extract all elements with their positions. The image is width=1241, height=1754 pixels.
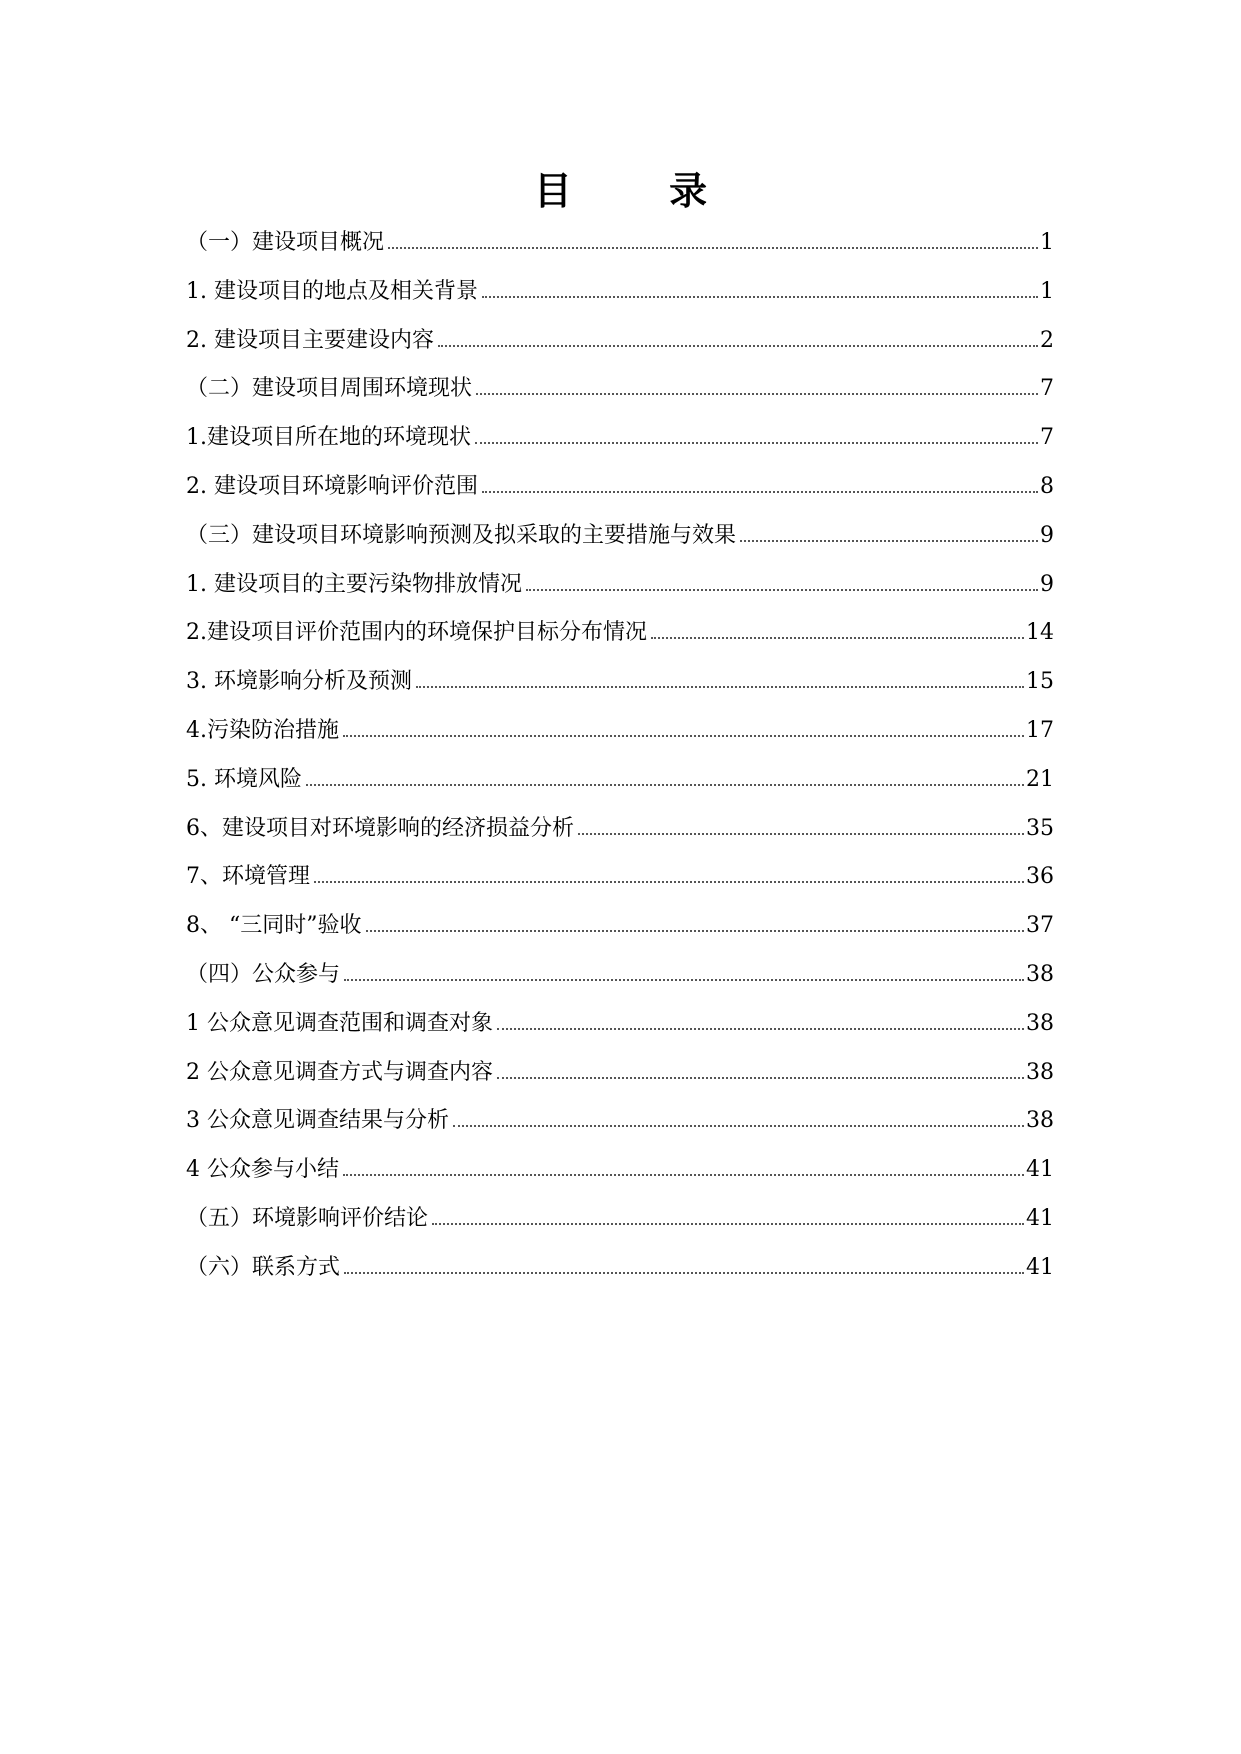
toc-entry[interactable] <box>186 365 1054 414</box>
toc-dot-leader <box>651 637 1024 639</box>
toc-dot-leader <box>344 979 1024 981</box>
toc-entry-page: 17 <box>1026 717 1054 743</box>
toc-entry[interactable] <box>186 219 1054 268</box>
toc-entry-label: 2.建设项目评价范围内的环境保护目标分布情况 <box>186 620 647 646</box>
toc-entry[interactable] <box>186 512 1054 561</box>
toc-entry-label: 8、 “三同时”验收 <box>186 913 362 939</box>
toc-dot-leader <box>306 784 1024 786</box>
toc-dot-leader <box>475 442 1038 444</box>
toc-entry[interactable] <box>186 707 1054 756</box>
toc-entry[interactable] <box>186 1000 1054 1049</box>
toc-entry-page: 41 <box>1026 1254 1054 1280</box>
toc-entry[interactable] <box>186 609 1054 658</box>
toc-dot-leader <box>416 686 1024 688</box>
toc-dot-leader <box>578 833 1024 835</box>
toc-entry[interactable] <box>186 268 1054 317</box>
toc-dot-leader <box>453 1125 1024 1127</box>
toc-entry[interactable] <box>186 756 1054 805</box>
toc-entry-page: 2 <box>1040 327 1054 353</box>
toc-entry-label: 1.建设项目所在地的环境现状 <box>186 425 471 451</box>
toc-dot-leader <box>497 1028 1024 1030</box>
toc-entry-page: 41 <box>1026 1157 1054 1183</box>
toc-dot-leader <box>482 491 1038 493</box>
toc-dot-leader <box>482 296 1038 298</box>
toc-entry-page: 7 <box>1040 376 1054 402</box>
toc-entry[interactable] <box>186 317 1054 366</box>
toc-entry-label: 5. 环境风险 <box>186 766 302 792</box>
toc-entry-page: 7 <box>1040 425 1054 451</box>
toc-entry[interactable] <box>186 853 1054 902</box>
toc-entry-label: （五）环境影响评价结论 <box>186 1205 429 1231</box>
toc-entry-page: 37 <box>1026 913 1054 939</box>
toc-entry-page: 14 <box>1026 620 1054 646</box>
toc-entry[interactable] <box>186 1146 1054 1195</box>
toc-entry-label: 1. 建设项目的主要污染物排放情况 <box>186 571 522 597</box>
toc-entry-label: 2. 建设项目环境影响评价范围 <box>186 473 478 499</box>
toc-dot-leader <box>314 881 1024 883</box>
toc-dot-leader <box>366 930 1025 932</box>
toc-entry-page: 38 <box>1026 1059 1054 1085</box>
toc-entry-page: 35 <box>1026 815 1054 841</box>
toc-entry-label: 1 公众意见调查范围和调查对象 <box>186 1010 493 1036</box>
toc-entry[interactable] <box>186 805 1054 854</box>
toc-entry-page: 21 <box>1026 766 1054 792</box>
toc-entry[interactable] <box>186 658 1054 707</box>
toc-dot-leader <box>497 1077 1024 1079</box>
toc-entry-page: 1 <box>1040 230 1054 255</box>
toc-entry[interactable] <box>186 1049 1054 1098</box>
toc-entry[interactable] <box>186 951 1054 1000</box>
toc-entry-label: 4.污染防治措施 <box>186 717 339 743</box>
toc-entry-page: 38 <box>1026 961 1054 987</box>
toc-dot-leader <box>343 735 1024 737</box>
toc-dot-leader <box>344 1272 1024 1274</box>
toc-dot-leader <box>343 1174 1024 1176</box>
toc-entry-label: 1. 建设项目的地点及相关背景 <box>186 278 478 304</box>
toc-entry-page: 9 <box>1040 522 1054 548</box>
toc-entry-page: 38 <box>1026 1010 1054 1036</box>
toc-entry-label: 7、环境管理 <box>186 864 310 890</box>
toc-entry-label: 3 公众意见调查结果与分析 <box>186 1108 449 1134</box>
toc-entry-page: 8 <box>1040 473 1054 499</box>
toc-entry-label: （四）公众参与 <box>186 961 341 987</box>
toc-entry[interactable] <box>186 1195 1054 1244</box>
toc-entry-label: 3. 环境影响分析及预测 <box>186 669 412 695</box>
toc-dot-leader <box>438 345 1038 347</box>
toc-entry-page: 38 <box>1026 1108 1054 1134</box>
toc-dot-leader <box>388 247 1038 249</box>
toc-entry-label: （一）建设项目概况 <box>186 230 385 255</box>
toc-entry[interactable] <box>186 414 1054 463</box>
toc-entry-label: （三）建设项目环境影响预测及拟采取的主要措施与效果 <box>186 522 737 548</box>
toc-entry-page: 9 <box>1040 571 1054 597</box>
toc-dot-leader <box>476 393 1038 395</box>
toc-entry-page: 36 <box>1026 864 1054 890</box>
toc-entry[interactable] <box>186 1097 1054 1146</box>
toc-title: 目 录 <box>533 169 750 213</box>
toc-entry-label: 2. 建设项目主要建设内容 <box>186 327 434 353</box>
toc-entry-label: 6、建设项目对环境影响的经济损益分析 <box>186 815 574 841</box>
toc-dot-leader <box>740 540 1038 542</box>
toc-dot-leader <box>526 589 1038 591</box>
toc-entry-label: 4 公众参与小结 <box>186 1157 339 1183</box>
toc-entry-page: 41 <box>1026 1205 1054 1231</box>
toc-dot-leader <box>432 1223 1024 1225</box>
toc-entry-label: （六）联系方式 <box>186 1254 341 1280</box>
toc-entry-label: 2 公众意见调查方式与调查内容 <box>186 1059 493 1085</box>
toc-entry[interactable] <box>186 902 1054 951</box>
toc-entry-page: 1 <box>1040 278 1054 304</box>
toc-entry[interactable] <box>186 1244 1054 1293</box>
toc-entry[interactable] <box>186 463 1054 512</box>
toc-list <box>186 219 1054 1293</box>
toc-entry[interactable] <box>186 561 1054 610</box>
toc-entry-label: （二）建设项目周围环境现状 <box>186 376 473 402</box>
toc-entry-page: 15 <box>1026 669 1054 695</box>
